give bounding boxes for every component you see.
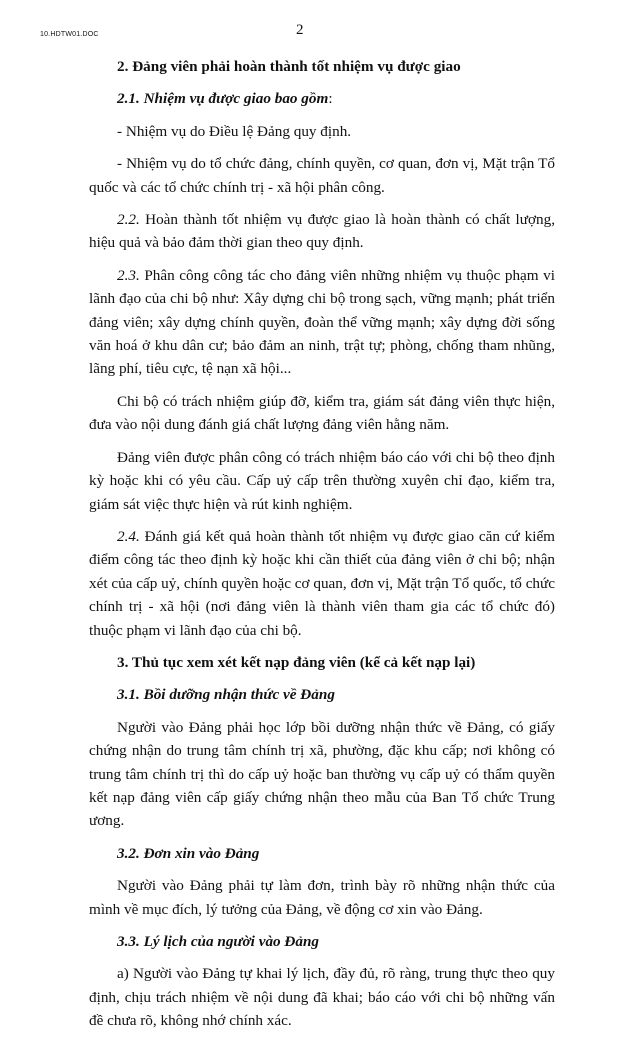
section-3-2-heading: 3.2. Đơn xin vào Đảng [117, 844, 260, 862]
page-number: 2 [296, 22, 304, 38]
section-3-2-paragraph: Người vào Đảng phải tự làm đơn, trình bày rõ những nhận thức của mình về mục đích, lý tưởng của Đảng, về động cơ xin vào Đảng. [89, 877, 555, 918]
section-3-1-heading: 3.1. Bồi dưỡng nhận thức về Đảng [117, 686, 335, 704]
section-3-3-paragraph: a) Người vào Đảng tự khai lý lịch, đầy đủ, rõ ràng, trung thực theo quy định, chịu trách nhiệm về nội dung đã khai; báo cáo với chi bộ những vấn đề chưa rõ, không nhớ chính xác. [89, 965, 555, 1030]
document-filename: 10.HDTW01.DOC [40, 31, 99, 38]
section-2-3-paragraph-2: Chi bộ có trách nhiệm giúp đỡ, kiểm tra, giám sát đảng viên thực hiện, đưa vào nội dung đánh giá chất lượng đảng viên hằng năm. [89, 392, 555, 434]
section-2-4-label: 2.4. [117, 527, 140, 545]
section-2-4-paragraph [89, 525, 555, 642]
document-body [89, 55, 555, 1042]
section-3-1-paragraph: Người vào Đảng phải học lớp bồi dưỡng nhận thức về Đảng, có giấy chứng nhận do trung tâm chính trị xã, phường, đặc khu cấp; nơi không có trung tâm chính trị thì do cấp uỷ hoặc ban thường vụ cấp uỷ có thẩm quyền kết nạp đảng viên cấp giấy chứng nhận theo mẫu của Ban Tổ chức Trung ương. [89, 718, 555, 830]
section-2-3-paragraph-3: Đảng viên được phân công có trách nhiệm báo cáo với chi bộ theo định kỳ hoặc khi có yêu cầu. Cấp uỷ cấp trên thường xuyên chỉ đạo, kiểm tra, giám sát việc thực hiện và rút kinh nghiệm. [89, 448, 555, 513]
section-2-1-heading [89, 87, 555, 110]
section-2-2-text: Hoàn thành tốt nhiệm vụ được giao là hoàn thành có chất lượng, hiệu quả và bảo đảm thời gian theo quy định. [89, 211, 555, 252]
section-2-2-label: 2.2. [117, 211, 140, 229]
section-2-2-paragraph [89, 208, 555, 255]
section-2-3-label: 2.3. [117, 266, 140, 284]
section-2-1-item-2: - Nhiệm vụ do tổ chức đảng, chính quyền, cơ quan, đơn vị, Mặt trận Tổ quốc và các tổ chức chính trị - xã hội phân công. [89, 155, 555, 196]
section-2-heading: 2. Đảng viên phải hoàn thành tốt nhiệm vụ được giao [117, 58, 461, 75]
section-2-3-text: Phân công công tác cho đảng viên những nhiệm vụ thuộc phạm vi lãnh đạo của chi bộ như: Xây dựng chi bộ trong sạch, vững mạnh; phát triển đảng viên; xây dựng chính quyền, đoàn thể vững mạnh; xây dựng đời sống văn hoá ở khu dân cư; bảo đảm an ninh, trật tự; phòng, chống tham nhũng, lãng phí, tiêu cực, tệ nạn xã hội... [89, 266, 555, 378]
section-2-1-colon: : [328, 90, 333, 108]
section-2-3-paragraph [89, 264, 555, 381]
section-2-4-text: Đánh giá kết quả hoàn thành tốt nhiệm vụ được giao căn cứ kiểm điểm công tác theo định kỳ hoặc khi cần thiết của đảng viên ở chi bộ; nhận xét của cấp uỷ, chính quyền hoặc cơ quan, đơn vị, Mặt trận Tổ quốc, tổ chức chính trị - xã hội (nơi đảng viên là thành viên tham gia các tổ chức đó) thuộc phạm vi lãnh đạo của chi bộ. [89, 527, 555, 639]
section-3-heading: 3. Thủ tục xem xét kết nạp đảng viên (kể cả kết nạp lại) [117, 653, 476, 671]
section-2-1-item-1: - Nhiệm vụ do Điều lệ Đảng quy định. [117, 122, 352, 140]
section-2-1-title: 2.1. Nhiệm vụ được giao bao gồm [117, 90, 329, 108]
section-3-3-heading: 3.3. Lý lịch của người vào Đảng [117, 933, 320, 950]
